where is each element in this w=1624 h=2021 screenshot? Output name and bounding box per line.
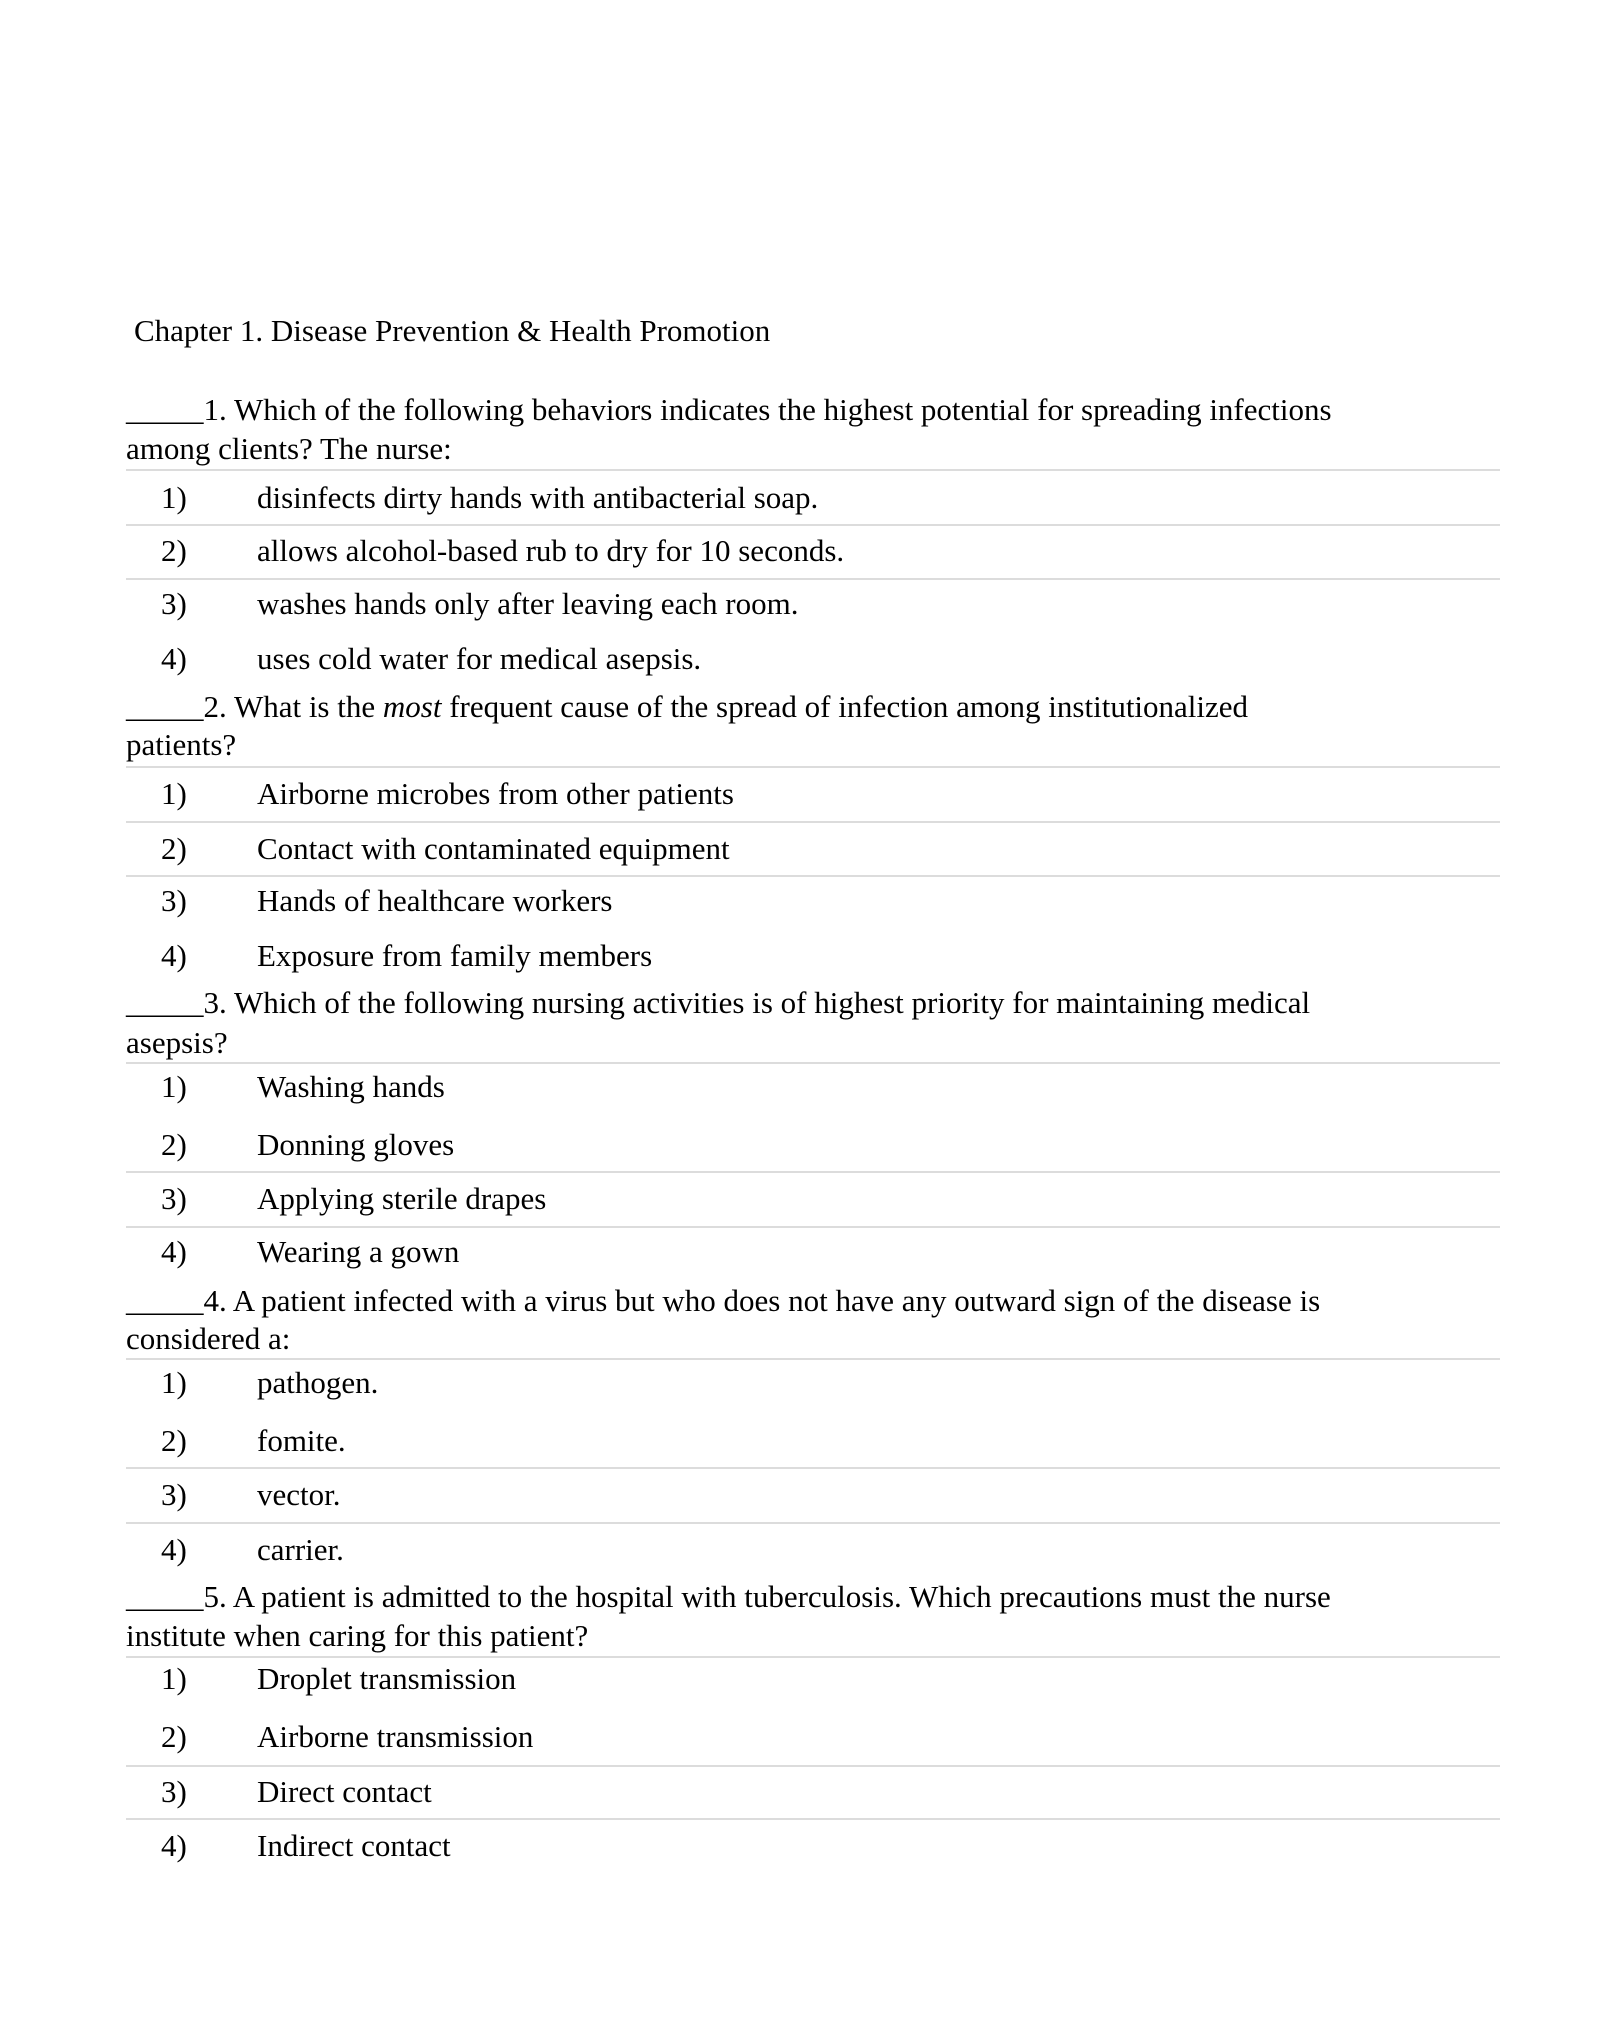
option-number: 4) [161, 1532, 187, 1567]
divider-rule [126, 1226, 1500, 1228]
answer-blank: _____ [126, 392, 204, 427]
option-text: Donning gloves [257, 1127, 455, 1162]
option-number: 2) [161, 831, 187, 866]
question-number: 2. [203, 689, 227, 724]
question-emphasis: most [382, 689, 442, 724]
option-number: 1) [161, 1069, 187, 1104]
option-number: 1) [161, 776, 187, 811]
option-text: Wearing a gown [257, 1234, 460, 1269]
divider-rule [126, 578, 1500, 580]
question-number: 1. [203, 392, 227, 427]
chapter-title: Chapter 1. Disease Prevention & Health Promotion [134, 313, 771, 348]
option-number: 3) [161, 586, 187, 621]
divider-rule [126, 1171, 1500, 1173]
answer-blank: _____ [126, 1579, 204, 1614]
option-number: 4) [161, 1234, 187, 1269]
divider-rule [126, 1656, 1500, 1658]
option-number: 2) [161, 533, 187, 568]
option-number: 4) [161, 641, 187, 676]
option-text: uses cold water for medical asepsis. [257, 641, 702, 676]
option-text: Airborne microbes from other patients [257, 776, 734, 811]
option-text: Exposure from family members [257, 938, 653, 973]
divider-rule [126, 1062, 1500, 1064]
question-text: A patient infected with a virus but who does not have any outward sign of the disease is [226, 1283, 1321, 1318]
option-text: carrier. [257, 1532, 344, 1567]
option-text: Airborne transmission [257, 1719, 534, 1754]
option-number: 3) [161, 883, 187, 918]
question-text: What is the [226, 689, 383, 724]
answer-blank: _____ [126, 1283, 204, 1318]
option-text: fomite. [257, 1423, 346, 1458]
divider-rule [126, 766, 1500, 768]
divider-rule [126, 1765, 1500, 1767]
option-text: allows alcohol-based rub to dry for 10 seconds. [257, 533, 845, 568]
question-line-2: considered a: [126, 1321, 291, 1356]
option-text: Contact with contaminated equipment [257, 831, 730, 866]
question-line-2: institute when caring for this patient? [126, 1618, 589, 1653]
divider-rule [126, 875, 1500, 877]
question-line-2: among clients? The nurse: [126, 431, 452, 466]
option-text: Hands of healthcare workers [257, 883, 613, 918]
divider-rule [126, 1818, 1500, 1820]
option-number: 4) [161, 1828, 187, 1863]
option-number: 2) [161, 1127, 187, 1162]
option-text: Droplet transmission [257, 1661, 517, 1696]
divider-rule [126, 1467, 1500, 1469]
question-line-1 [126, 392, 1332, 428]
divider-rule [126, 821, 1500, 823]
option-text: Direct contact [257, 1774, 432, 1809]
question-text: Which of the following nursing activities is of highest priority for maintaining medical [226, 985, 1311, 1020]
option-text: vector. [257, 1477, 341, 1512]
option-text: disinfects dirty hands with antibacterial soap. [257, 480, 819, 515]
question-number: 3. [203, 985, 227, 1020]
divider-rule [126, 1522, 1500, 1524]
question-text: frequent cause of the spread of infection among institutionalized [441, 689, 1249, 724]
option-number: 4) [161, 938, 187, 973]
option-number: 3) [161, 1477, 187, 1512]
question-line-2: asepsis? [126, 1025, 228, 1060]
option-number: 1) [161, 480, 187, 515]
question-text: Which of the following behaviors indicates the highest potential for spreading infections [226, 392, 1332, 427]
option-number: 3) [161, 1181, 187, 1216]
question-number: 4. [203, 1283, 227, 1318]
option-text: Washing hands [257, 1069, 445, 1104]
question-line-2: patients? [126, 727, 237, 762]
option-number: 1) [161, 1365, 187, 1400]
answer-blank: _____ [126, 985, 204, 1020]
question-line-1 [126, 689, 1248, 725]
option-number: 1) [161, 1661, 187, 1696]
question-line-1 [126, 985, 1310, 1021]
question-line-1 [126, 1579, 1331, 1615]
question-line-1 [126, 1283, 1320, 1319]
option-text: Applying sterile drapes [257, 1181, 547, 1216]
divider-rule [126, 524, 1500, 526]
answer-blank: _____ [126, 689, 204, 724]
divider-rule [126, 469, 1500, 471]
option-number: 2) [161, 1423, 187, 1458]
option-text: pathogen. [257, 1365, 379, 1400]
option-number: 2) [161, 1719, 187, 1754]
question-number: 5. [203, 1579, 227, 1614]
divider-rule [126, 1358, 1500, 1360]
option-number: 3) [161, 1774, 187, 1809]
question-text: A patient is admitted to the hospital with tuberculosis. Which precautions must the nurse [226, 1579, 1331, 1614]
option-text: Indirect contact [257, 1828, 451, 1863]
option-text: washes hands only after leaving each room. [257, 586, 799, 621]
